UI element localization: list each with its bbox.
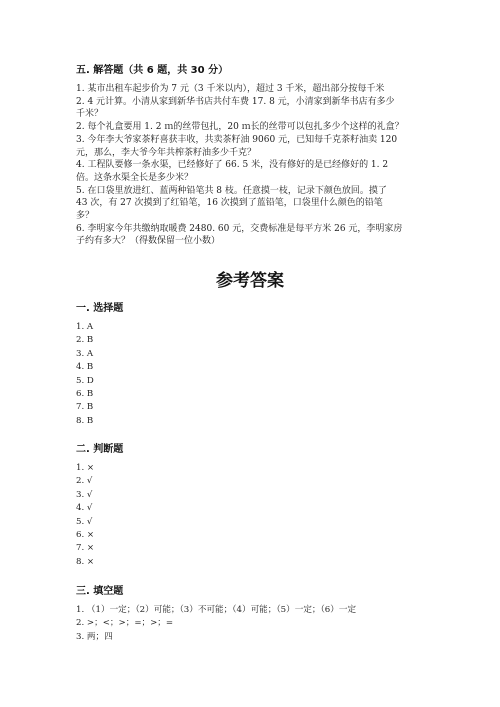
problem-solving-text	[76, 83, 426, 248]
section-heading-true-false: 二. 判断题	[76, 444, 124, 455]
section-heading-fill-in-blank: 三. 填空题	[76, 586, 124, 597]
text-line: 4. 工程队要修一条水渠，已经修好了 66. 5 米，没有修好的是已经修好的 1. 2	[76, 160, 389, 171]
answer-item: 8. B	[76, 415, 94, 426]
answer-item: 6. B	[76, 389, 94, 400]
text-line: 2. 4 元计算。小清从家到新华书店共付车费 17. 8 元，小清家到新华书店有多少	[76, 96, 395, 107]
section-heading-multiple-choice: 一. 选择题	[76, 303, 124, 314]
answers-title: 参考答案	[216, 271, 284, 291]
answer-item: 2. >；<；>；=；>；=	[76, 618, 174, 629]
section-heading-problem-solving: 五. 解答题（共 6 题，共 30 分）	[76, 65, 229, 76]
text-line: 1. 某市出租车起步价为 7 元（3 千米以内），超过 3 千米，超出部分按每千米	[76, 84, 385, 94]
answer-item: 7. ×	[76, 543, 95, 554]
answer-item: 5. D	[76, 375, 94, 386]
answer-item: 3. √	[76, 489, 93, 500]
answer-item: 7. B	[76, 402, 94, 413]
answer-item: 5. √	[76, 516, 93, 527]
text-line: 2. 每个礼盒要用 1. 2 ｍ的丝带包扎，20 ｍ长的丝带可以包扎多少个这样的礼盒？	[76, 122, 404, 133]
answer-item: 4. B	[76, 362, 94, 373]
answer-item: 8. ×	[76, 556, 95, 567]
text-line: 千米？	[76, 109, 104, 120]
text-line: 3. 今年李大爷家茶籽喜获丰收，共卖茶籽油 9060 元，已知每千克茶籽油卖 120	[76, 134, 398, 145]
multiple-choice-answers	[76, 321, 94, 428]
answer-item: 4. √	[76, 503, 93, 514]
fill-in-blank-answers	[76, 604, 356, 644]
text-line: 子约有多大？（得数保留一位小数）	[76, 236, 221, 247]
text-line: 6. 李明家今年共缴纳取暖费 2480. 60 元，交费标准是每平方米 26 元，李明家房	[76, 223, 403, 234]
answer-item: 2. √	[76, 476, 93, 487]
true-false-answers	[76, 462, 94, 569]
text-line: 倍。这条水渠全长是多少米？	[76, 172, 194, 183]
answer-item: 1. ×	[76, 463, 95, 473]
text-line: 元，那么，李大爷今年共榨茶籽油多少千克？	[76, 147, 257, 158]
text-line: 5. 在口袋里放进红、蓝两种铅笔共 8 枝。任意摸一枝，记录下颜色放回。摸了	[76, 185, 387, 196]
text-line: 多？	[76, 211, 95, 222]
answer-item: 1. （1）一定；（2）可能；（3）不可能；（4）可能；（5）一定；（6）一定	[76, 605, 357, 615]
answer-item: 2. B	[76, 335, 94, 346]
answer-item: 1. A	[76, 322, 94, 332]
text-line: 43 次，有 27 次摸到了红铅笔，16 次摸到了蓝铅笔，口袋里什么颜色的铅笔	[76, 198, 383, 209]
answer-item: 6. ×	[76, 530, 95, 541]
answer-item: 3. A	[76, 348, 94, 359]
answer-item: 3. 两；四	[76, 631, 113, 642]
